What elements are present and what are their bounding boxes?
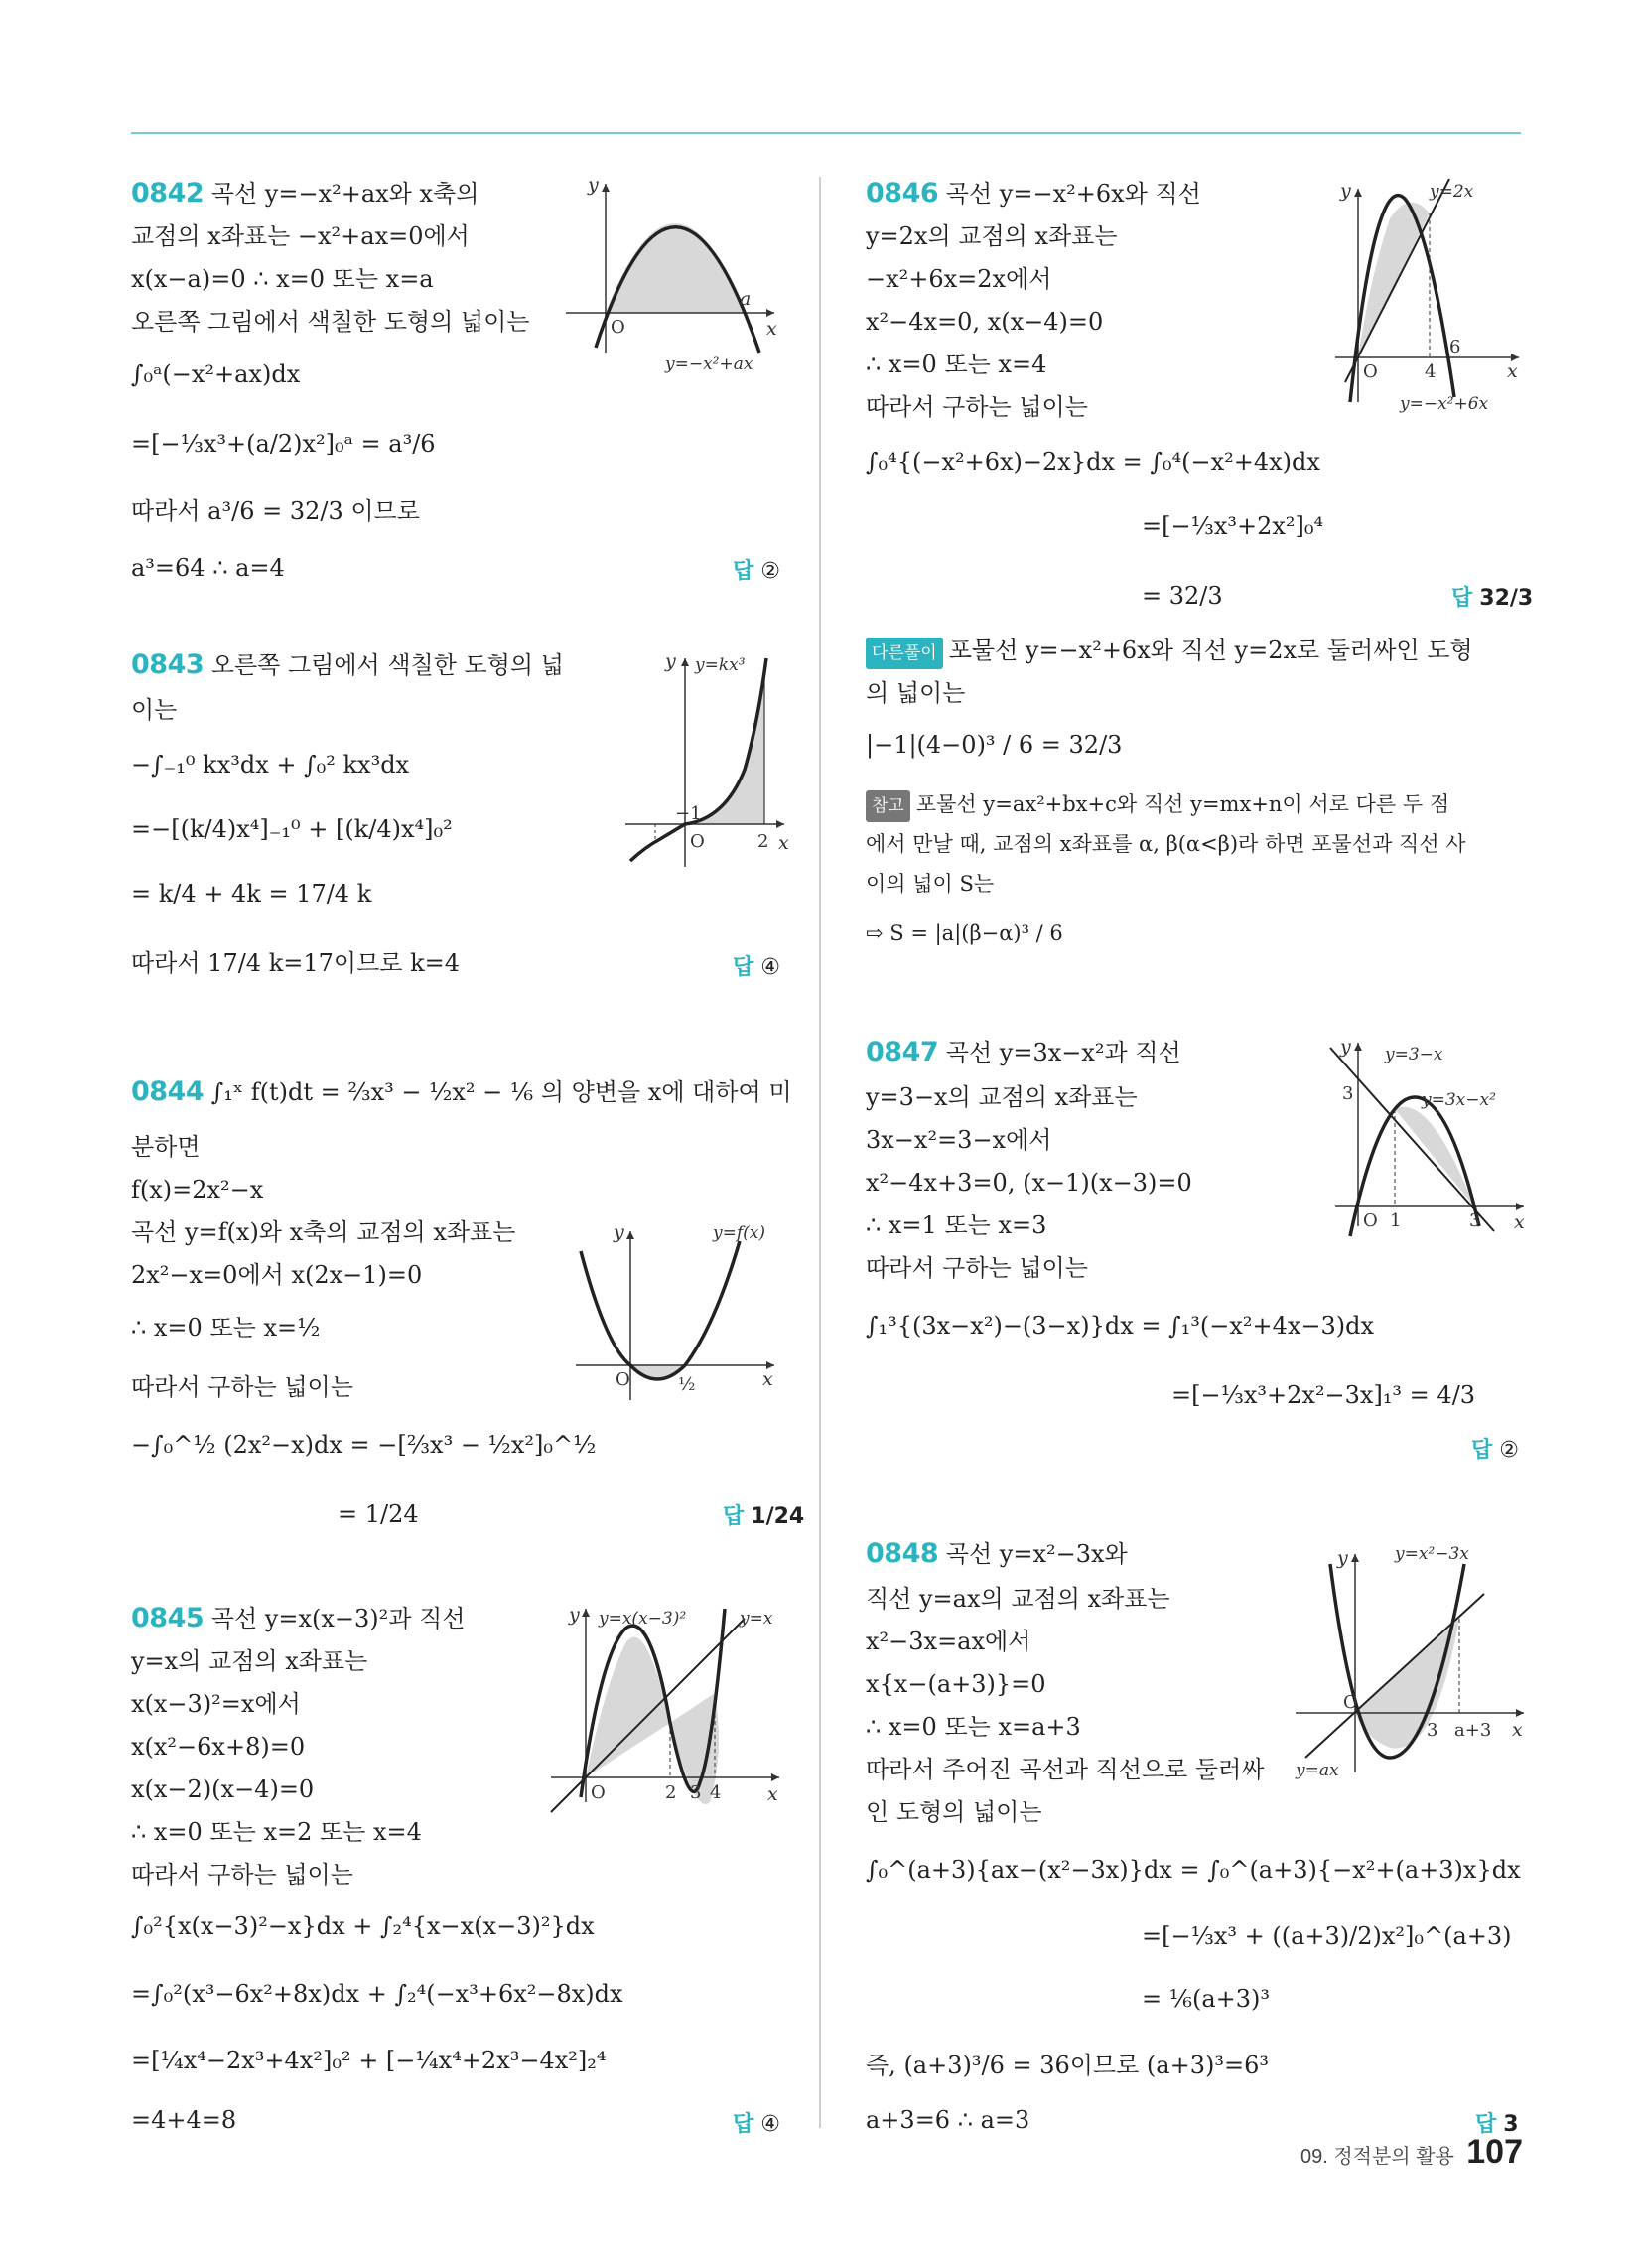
note-line <box>866 789 1449 822</box>
y-axis-label: y <box>588 174 599 196</box>
problem-line: 따라서 a³/6 = 32/3 이므로 <box>131 497 420 525</box>
a-plus-three-label: a+3 <box>1454 1720 1492 1741</box>
chapter-title: 09. 정적분의 활용 <box>1300 2146 1454 2168</box>
problem-line: =[−⅓x³+2x²]₀⁴ <box>1142 512 1324 540</box>
minus-one-label: −1 <box>675 803 702 824</box>
problem-line: = ⅙(a+3)³ <box>1142 1985 1271 2013</box>
answer <box>1451 581 1533 612</box>
problem-line: =∫₀²(x³−6x²+8x)dx + ∫₂⁴(−x³+6x²−8x)dx <box>131 1980 623 2008</box>
problem-line: 따라서 구하는 넓이는 <box>131 1373 353 1401</box>
curve-label: y=x(x−3)² <box>599 1609 687 1629</box>
problem-number: 0847 <box>866 1037 939 1067</box>
problem-line: −∫₋₁⁰ kx³dx + ∫₀² kx³dx <box>131 751 410 779</box>
top-rule <box>131 132 1521 134</box>
curve-label: y=−x²+6x <box>1400 394 1489 414</box>
line-label: y=ax <box>1296 1761 1339 1780</box>
problem-line: y=2x의 교점의 x좌표는 <box>866 222 1118 250</box>
text: 포물선 y=−x²+6x와 직선 y=2x로 둘러싸인 도형 <box>948 637 1473 664</box>
answer-label: 답 <box>1471 1438 1493 1463</box>
problem-line: −x²+6x=2x에서 <box>866 265 1052 293</box>
problem-number: 0846 <box>866 178 939 209</box>
origin-label: O <box>611 317 625 338</box>
text: 포물선 y=ax²+bx+c와 직선 y=mx+n이 서로 다른 두 점 <box>915 792 1450 816</box>
problem-line <box>131 1604 465 1633</box>
answer-value: ② <box>1499 1438 1519 1463</box>
note-tag: 참고 <box>866 790 910 822</box>
text: 곡선 y=−x²+ax와 x축의 <box>210 180 479 208</box>
note-line: 이의 넓이 S는 <box>866 872 995 896</box>
problem-line: ∫₀⁴{(−x²+6x)−2x}dx = ∫₀⁴(−x²+4x)dx <box>866 448 1320 476</box>
line-label: y=2x <box>1430 182 1474 202</box>
problem-line: 따라서 구하는 넓이는 <box>866 393 1088 421</box>
answer-value: ② <box>760 559 780 584</box>
problem-line: y=3−x의 교점의 x좌표는 <box>866 1083 1138 1111</box>
problem-line: f(x)=2x²−x <box>131 1176 264 1204</box>
problem-line: x²−4x=0, x(x−4)=0 <box>866 308 1104 336</box>
note-line: ⇨ S = |a|(β−α)³ / 6 <box>866 921 1063 945</box>
origin-label: O <box>591 1782 606 1803</box>
graph-svg <box>566 174 794 377</box>
problem-line: x{x−(a+3)}=0 <box>866 1670 1046 1698</box>
graph-0847 <box>1330 1038 1529 1240</box>
four-label: 4 <box>710 1782 722 1803</box>
x-axis-label: x <box>767 1783 778 1805</box>
problem-number: 0842 <box>131 178 205 209</box>
graph-0846 <box>1330 179 1529 421</box>
alt-solution-line: |−1|(4−0)³ / 6 = 32/3 <box>866 731 1123 759</box>
problem-line: x(x−2)(x−4)=0 <box>131 1775 315 1803</box>
problem-line: ∴ x=0 또는 x=½ <box>131 1314 321 1342</box>
problem-line: x²−4x+3=0, (x−1)(x−3)=0 <box>866 1169 1192 1197</box>
y-axis-label: y <box>1340 180 1351 202</box>
problem-line: ∴ x=1 또는 x=3 <box>866 1211 1047 1239</box>
page-footer <box>1300 2133 1523 2172</box>
half-label: ½ <box>678 1374 696 1395</box>
problem-line: a+3=6 ∴ a=3 <box>866 2106 1030 2134</box>
problem-line: 곡선 y=f(x)와 x축의 교점의 x좌표는 <box>131 1218 516 1246</box>
problem-line: =[¼x⁴−2x³+4x²]₀² + [−¼x⁴+2x³−4x²]₂⁴ <box>131 2047 607 2074</box>
four-label: 4 <box>1425 361 1437 382</box>
graph-0843 <box>616 650 794 883</box>
two-label: 2 <box>665 1782 677 1803</box>
answer-value: ④ <box>760 2112 780 2137</box>
problem-line: 이는 <box>131 696 178 724</box>
answer-label: 답 <box>733 559 754 584</box>
problem-line: = k/4 + 4k = 17/4 k <box>131 880 372 908</box>
y-axis-label: y <box>614 1221 624 1243</box>
answer-label: 답 <box>1451 586 1473 611</box>
graph-svg <box>1330 179 1529 417</box>
problem-line: 따라서 구하는 넓이는 <box>866 1254 1088 1282</box>
problem-line: 3x−x²=3−x에서 <box>866 1126 1052 1154</box>
problem-number: 0848 <box>866 1538 939 1569</box>
answer <box>733 554 780 585</box>
problem-line: 교점의 x좌표는 −x²+ax=0에서 <box>131 222 470 250</box>
graph-0848 <box>1296 1539 1534 1781</box>
problem-line: 따라서 주어진 곡선과 직선으로 둘러싸 <box>866 1756 1265 1783</box>
text: ∫₁ˣ f(t)dt = ⅔x³ − ½x² − ⅙ 의 양변을 x에 대하여 미 <box>210 1078 792 1106</box>
two-label: 2 <box>757 831 769 852</box>
problem-line: a³=64 ∴ a=4 <box>131 554 285 582</box>
six-label: 6 <box>1449 337 1461 357</box>
text: 오른쪽 그림에서 색칠한 도형의 넓 <box>210 651 564 679</box>
graph-svg <box>576 1216 804 1415</box>
problem-line <box>131 179 479 209</box>
answer-value: 32/3 <box>1479 586 1534 611</box>
three-x-label: 3 <box>1469 1210 1481 1231</box>
x-axis-label: x <box>762 1368 773 1390</box>
alt-solution-tag: 다른풀이 <box>866 638 943 669</box>
a-label: a <box>740 288 752 310</box>
alt-solution-line: 의 넓이는 <box>866 679 966 707</box>
problem-line: ∫₀ᵃ(−x²+ax)dx <box>131 360 301 388</box>
problem-line: ∫₀^(a+3){ax−(x²−3x)}dx = ∫₀^(a+3){−x²+(a+3)x}dx <box>866 1856 1521 1884</box>
answer-value: ④ <box>760 955 780 980</box>
graph-0845 <box>551 1604 794 1826</box>
text: 곡선 y=3x−x²과 직선 <box>945 1039 1181 1066</box>
x-axis-label: x <box>1507 360 1518 382</box>
text: 곡선 y=x(x−3)²과 직선 <box>210 1605 466 1632</box>
answer <box>733 2107 780 2138</box>
problem-line <box>131 650 564 680</box>
origin-label: O <box>1363 361 1378 382</box>
problem-number: 0843 <box>131 649 205 680</box>
problem-line: = 1/24 <box>338 1500 419 1528</box>
answer <box>733 950 780 981</box>
answer-label: 답 <box>723 1504 745 1529</box>
three-label: 3 <box>1427 1720 1438 1741</box>
origin-label: O <box>690 831 705 852</box>
curve-label: y=x²−3x <box>1395 1544 1469 1564</box>
answer-label: 답 <box>733 2112 754 2137</box>
answer-label: 답 <box>733 955 754 980</box>
problem-line <box>866 1038 1181 1067</box>
page-number: 107 <box>1466 2133 1523 2171</box>
problem-line <box>131 1077 792 1107</box>
answer-value: 3 <box>1503 2112 1519 2137</box>
curve-label: y=f(x) <box>713 1223 765 1243</box>
y-axis-label: y <box>1337 1547 1348 1569</box>
graph-svg <box>616 650 794 879</box>
problem-line: x(x−a)=0 ∴ x=0 또는 x=a <box>131 265 434 293</box>
problem-line: 따라서 17/4 k=17이므로 k=4 <box>131 949 460 977</box>
text: 곡선 y=x²−3x와 <box>945 1540 1128 1568</box>
problem-line: y=x의 교점의 x좌표는 <box>131 1647 368 1675</box>
problem-number: 0845 <box>131 1603 205 1633</box>
problem-line: =[−⅓x³+2x²−3x]₁³ = 4/3 <box>1171 1381 1476 1409</box>
problem-line: 인 도형의 넓이는 <box>866 1798 1042 1826</box>
x-axis-label: x <box>1514 1211 1525 1233</box>
y-axis-label: y <box>665 650 676 672</box>
problem-line: ∴ x=0 또는 x=a+3 <box>866 1713 1081 1741</box>
graph-svg <box>1296 1539 1534 1780</box>
origin-label: O <box>616 1369 630 1390</box>
problem-line: =[−⅓x³+(a/2)x²]₀ᵃ = a³/6 <box>131 430 436 458</box>
alt-solution-line <box>866 636 1473 669</box>
problem-line: ∫₁³{(3x−x²)−(3−x)}dx = ∫₁³(−x²+4x−3)dx <box>866 1312 1375 1340</box>
graph-0844 <box>576 1216 804 1419</box>
problem-line <box>866 1539 1128 1569</box>
curve-label: y=3x−x² <box>1422 1090 1496 1110</box>
answer <box>1471 1433 1519 1464</box>
y-axis-label: y <box>569 1604 580 1626</box>
problem-line: =−[(k/4)x⁴]₋₁⁰ + [(k/4)x⁴]₀² <box>131 815 453 843</box>
problem-line: 따라서 구하는 넓이는 <box>131 1861 353 1889</box>
answer-label: 답 <box>1475 2112 1497 2137</box>
problem-line: 즉, (a+3)³/6 = 36이므로 (a+3)³=6³ <box>866 2052 1269 2079</box>
problem-number: 0844 <box>131 1076 205 1107</box>
problem-line: x(x²−6x+8)=0 <box>131 1733 306 1761</box>
text: 곡선 y=−x²+6x와 직선 <box>945 180 1201 208</box>
problem-line: 2x²−x=0에서 x(2x−1)=0 <box>131 1261 423 1289</box>
problem-line: =4+4=8 <box>131 2106 237 2134</box>
problem-line: x(x−3)²=x에서 <box>131 1690 301 1718</box>
problem-line: ∴ x=0 또는 x=2 또는 x=4 <box>131 1818 422 1846</box>
x-axis-label: x <box>778 832 789 854</box>
line-label: y=x <box>740 1609 773 1629</box>
curve-label: y=−x²+ax <box>665 354 753 374</box>
column-divider <box>819 177 821 2128</box>
problem-line: ∫₀²{x(x−3)²−x}dx + ∫₂⁴{x−x(x−3)²}dx <box>131 1913 595 1940</box>
origin-label: O <box>1343 1692 1358 1713</box>
three-y-label: 3 <box>1342 1083 1354 1104</box>
problem-line: −∫₀^½ (2x²−x)dx = −[⅔x³ − ½x²]₀^½ <box>131 1431 597 1459</box>
origin-label: O <box>1363 1210 1378 1231</box>
problem-line: = 32/3 <box>1142 582 1223 610</box>
graph-svg <box>1330 1038 1529 1236</box>
three-label: 3 <box>690 1782 702 1803</box>
note-line: 에서 만날 때, 교점의 x좌표를 α, β(α<β)라 하면 포물선과 직선 사 <box>866 832 1466 856</box>
curve-label: y=kx³ <box>695 655 746 675</box>
x-axis-label: x <box>1512 1719 1523 1741</box>
problem-line: =[−⅓x³ + ((a+3)/2)x²]₀^(a+3) <box>1142 1922 1512 1950</box>
problem-line: 직선 y=ax의 교점의 x좌표는 <box>866 1585 1170 1613</box>
y-axis-label: y <box>1340 1036 1351 1058</box>
line-label: y=3−x <box>1385 1045 1443 1064</box>
problem-line: 분하면 <box>131 1133 201 1161</box>
problem-line: x²−3x=ax에서 <box>866 1628 1031 1655</box>
x-axis-label: x <box>766 318 777 340</box>
graph-svg <box>551 1604 794 1822</box>
problem-line: ∴ x=0 또는 x=4 <box>866 351 1047 378</box>
problem-line: 오른쪽 그림에서 색칠한 도형의 넓이는 <box>131 308 530 336</box>
answer-value: 1/24 <box>751 1504 805 1529</box>
problem-line <box>866 179 1201 209</box>
graph-0842 <box>566 174 794 381</box>
one-label: 1 <box>1390 1210 1402 1231</box>
answer <box>723 1499 804 1530</box>
